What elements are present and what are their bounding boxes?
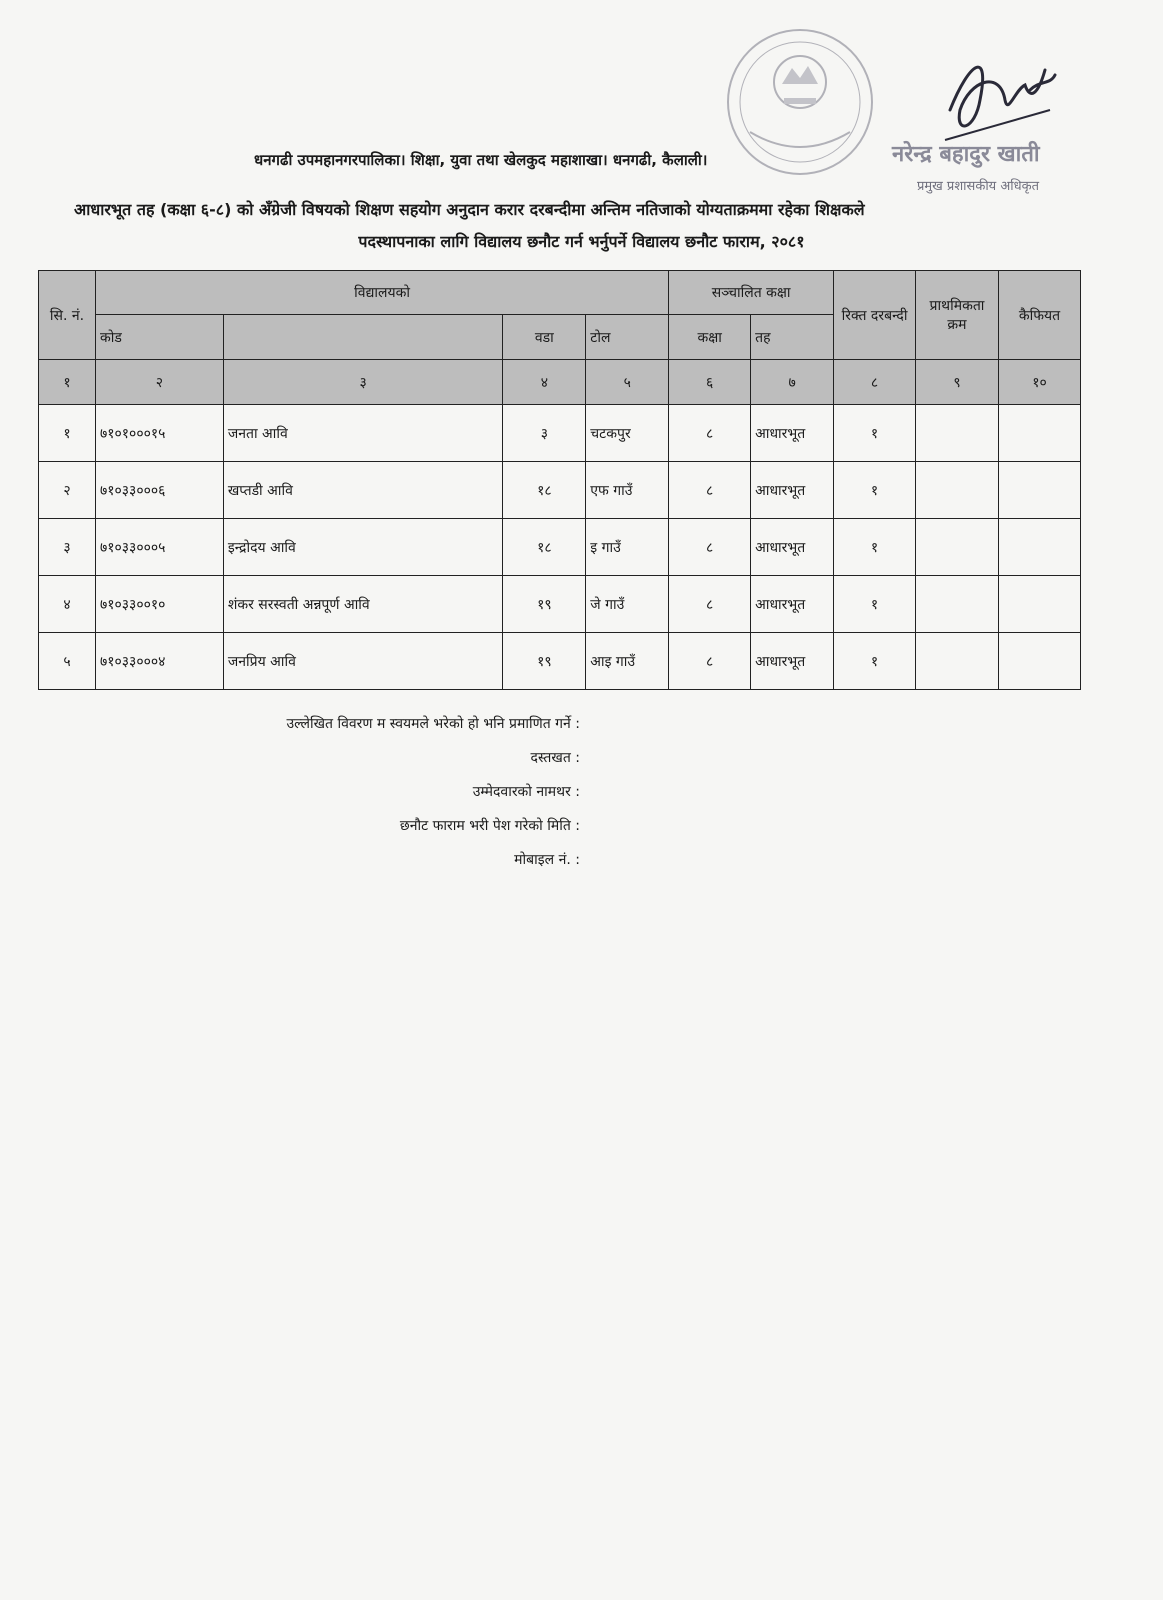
header-school-name <box>223 315 503 360</box>
cell-ward: १८ <box>503 462 586 519</box>
table-row <box>39 405 1081 462</box>
cell-ward: १९ <box>503 633 586 690</box>
cell-school-name: जनता आवि <box>223 405 503 462</box>
cell-tole: आइ गाउँ <box>586 633 669 690</box>
cell-tole: एफ गाउँ <box>586 462 669 519</box>
cell-class: ८ <box>669 462 751 519</box>
cell-remarks[interactable] <box>998 462 1080 519</box>
cell-remarks[interactable] <box>998 576 1080 633</box>
header-tole: टोल <box>586 315 669 360</box>
cell-tole: चटकपुर <box>586 405 669 462</box>
table-row <box>39 519 1081 576</box>
column-number: ९ <box>916 360 999 405</box>
cell-priority[interactable] <box>916 462 999 519</box>
cell-serial: ५ <box>39 633 96 690</box>
header-priority: प्राथमिकता क्रम <box>916 271 999 360</box>
table-row <box>39 462 1081 519</box>
column-number: २ <box>95 360 223 405</box>
cell-serial: ३ <box>39 519 96 576</box>
cell-vacant: १ <box>834 405 916 462</box>
cell-code: ७१०३३०००६ <box>95 462 223 519</box>
cell-school-name: इन्द्रोदय आवि <box>223 519 503 576</box>
column-number: १ <box>39 360 96 405</box>
column-number: ७ <box>751 360 834 405</box>
cell-remarks[interactable] <box>998 519 1080 576</box>
cell-priority[interactable] <box>916 405 999 462</box>
cell-class: ८ <box>669 519 751 576</box>
cell-school-name: शंकर सरस्वती अन्नपूर्ण आवि <box>223 576 503 633</box>
header-class: कक्षा <box>669 315 751 360</box>
submit-date-label: छनौट फाराम भरी पेश गरेको मिति : <box>399 818 580 834</box>
cell-tole: इ गाउँ <box>586 519 669 576</box>
officer-name: नरेन्द्र बहादुर खाती <box>892 142 1040 167</box>
cell-school-name: खप्तडी आवि <box>223 462 503 519</box>
cell-remarks[interactable] <box>998 633 1080 690</box>
cell-school-name: जनप्रिय आवि <box>223 633 503 690</box>
office-header: धनगढी उपमहानगरपालिका। शिक्षा, युवा तथा खेलकुद महाशाखा। धनगढी, कैलाली। <box>254 151 708 169</box>
column-number: ३ <box>223 360 503 405</box>
cell-level: आधारभूत <box>751 519 834 576</box>
form-title-line-2: पदस्थापनाका लागि विद्यालय छनौट गर्न भर्नुपर्ने विद्यालय छनौट फाराम, २०८१ <box>358 232 805 251</box>
cell-class: ८ <box>669 633 751 690</box>
cell-level: आधारभूत <box>751 462 834 519</box>
header-vacant-posts: रिक्त दरबन्दी <box>834 271 916 360</box>
cell-code: ७१०३३०००४ <box>95 633 223 690</box>
cell-priority[interactable] <box>916 576 999 633</box>
cell-ward: १९ <box>503 576 586 633</box>
cell-vacant: १ <box>834 576 916 633</box>
header-code: कोड <box>95 315 223 360</box>
header-level: तह <box>751 315 834 360</box>
cell-serial: २ <box>39 462 96 519</box>
cell-serial: ४ <box>39 576 96 633</box>
cell-serial: १ <box>39 405 96 462</box>
cell-level: आधारभूत <box>751 576 834 633</box>
cell-tole: जे गाउँ <box>586 576 669 633</box>
certify-statement: उल्लेखित विवरण म स्वयमले भरेको हो भनि प्रमाणित गर्ने : <box>286 716 580 732</box>
cell-vacant: १ <box>834 633 916 690</box>
header-school: विद्यालयको <box>95 271 668 315</box>
school-selection-table <box>38 270 1081 690</box>
header-remarks: कैफियत <box>998 271 1080 360</box>
column-number: ५ <box>586 360 669 405</box>
cell-vacant: १ <box>834 519 916 576</box>
officer-title: प्रमुख प्रशासकीय अधिकृत <box>917 179 1040 194</box>
form-title-line-1: आधारभूत तह (कक्षा ६-८) को अँग्रेजी विषयको शिक्षण सहयोग अनुदान करार दरबन्दीमा अन्तिम नतिजाको योग्यताक्रममा रहेका शिक्षकले <box>74 200 865 219</box>
cell-code: ७१०३३००१० <box>95 576 223 633</box>
header-ward: वडा <box>503 315 586 360</box>
table-row <box>39 633 1081 690</box>
cell-level: आधारभूत <box>751 405 834 462</box>
signature-field-label: दस्तखत : <box>530 750 580 766</box>
certification-block <box>0 712 580 882</box>
cell-code: ७१०३३०००५ <box>95 519 223 576</box>
cell-vacant: १ <box>834 462 916 519</box>
cell-class: ८ <box>669 405 751 462</box>
cell-ward: ३ <box>503 405 586 462</box>
header-running-class: सञ्चालित कक्षा <box>669 271 834 315</box>
column-number: ६ <box>669 360 751 405</box>
cell-class: ८ <box>669 576 751 633</box>
cell-remarks[interactable] <box>998 405 1080 462</box>
cell-level: आधारभूत <box>751 633 834 690</box>
cell-priority[interactable] <box>916 519 999 576</box>
header-serial: सि. नं. <box>39 271 96 360</box>
candidate-name-label: उम्मेदवारको नामथर : <box>472 784 580 800</box>
cell-priority[interactable] <box>916 633 999 690</box>
office-seal-icon <box>720 22 880 182</box>
cell-ward: १८ <box>503 519 586 576</box>
column-number: ४ <box>503 360 586 405</box>
column-number: ८ <box>834 360 916 405</box>
cell-code: ७१०१०००१५ <box>95 405 223 462</box>
column-number: १० <box>998 360 1080 405</box>
table-row <box>39 576 1081 633</box>
mobile-number-label: मोबाइल नं. : <box>514 852 580 868</box>
